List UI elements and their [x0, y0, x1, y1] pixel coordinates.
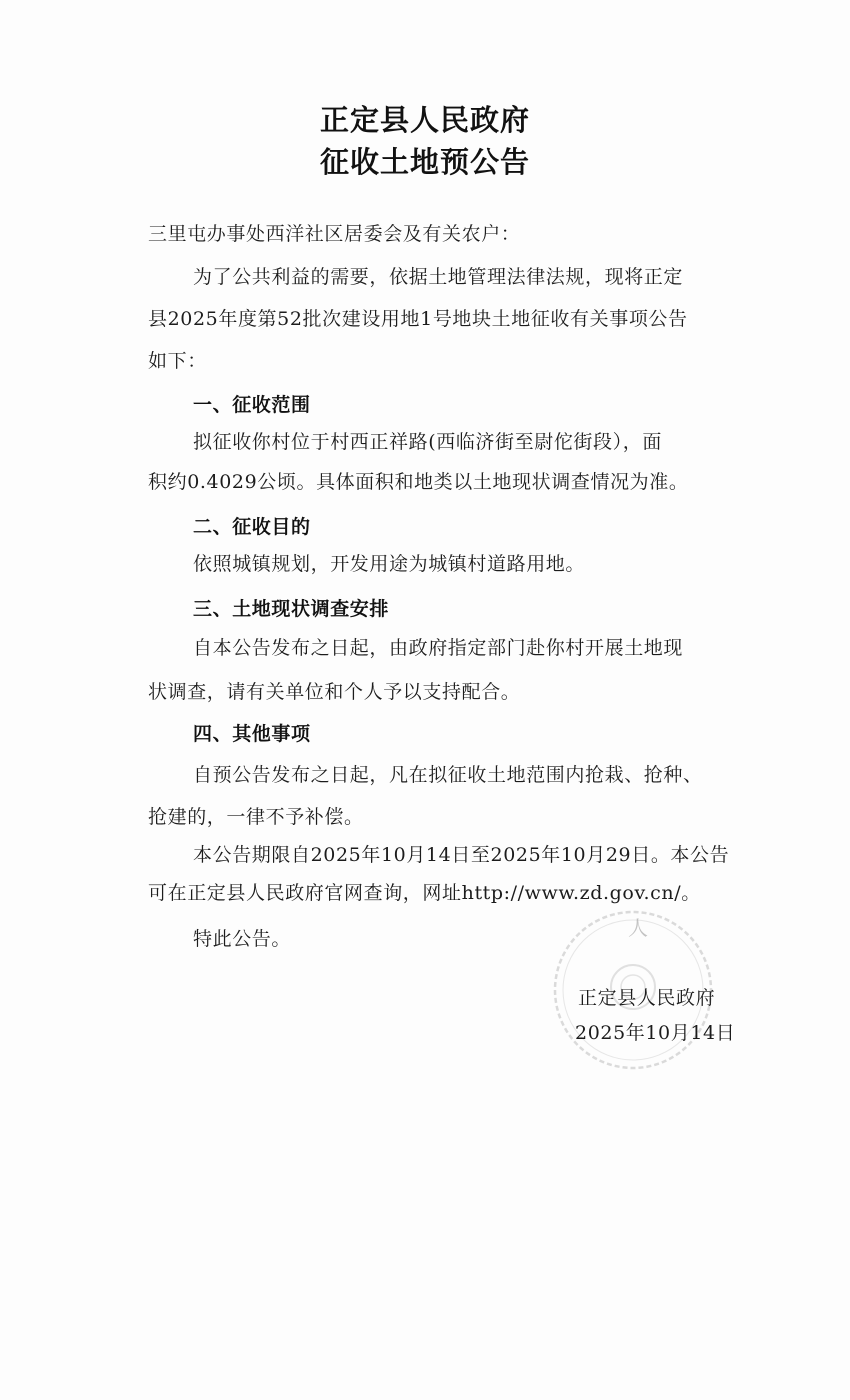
seal-text: 人: [628, 916, 648, 940]
section-2-heading: 二、征收目的: [193, 516, 311, 538]
title-line-2: 征收土地预公告: [319, 145, 530, 179]
section-4-line-1: 自预公告发布之日起，凡在拟征收土地范围内抢栽、抢种、: [193, 764, 703, 786]
section-3-heading: 三、土地现状调查安排: [193, 598, 390, 620]
section-4-line-2: 抢建的，一律不予补偿。: [148, 806, 364, 828]
intro-line-1: 为了公共利益的需要，依据土地管理法律法规，现将正定: [193, 266, 684, 288]
section-3-line-1: 自本公告发布之日起，由政府指定部门赴你村开展土地现: [193, 637, 684, 659]
addressee: 三里屯办事处西洋社区居委会及有关农户：: [148, 223, 521, 245]
issuer-name: 正定县人民政府: [578, 987, 716, 1009]
section-2-line-1: 依照城镇规划，开发用途为城镇村道路用地。: [193, 553, 586, 575]
period-line-2: 可在正定县人民政府官网查询，网址http://www.zd.gov.cn/。: [148, 882, 701, 904]
section-1-heading: 一、征收范围: [193, 394, 311, 416]
title-line-1: 正定县人民政府: [319, 103, 530, 137]
intro-line-3: 如下：: [148, 350, 207, 372]
issue-date: 2025年10月14日: [575, 1022, 736, 1044]
section-1-line-1: 拟征收你村位于村西正祥路(西临济街至尉佗街段），面: [193, 431, 662, 453]
intro-line-2: 县2025年度第52批次建设用地1号地块土地征收有关事项公告: [148, 308, 688, 330]
section-3-line-2: 状调查，请有关单位和个人予以支持配合。: [148, 681, 521, 703]
period-line-1: 本公告期限自2025年10月14日至2025年10月29日。本公告: [193, 844, 730, 866]
closing-text: 特此公告。: [193, 928, 292, 950]
section-4-heading: 四、其他事项: [193, 723, 311, 745]
section-1-line-2: 积约0.4029公顷。具体面积和地类以土地现状调查情况为准。: [148, 471, 689, 493]
